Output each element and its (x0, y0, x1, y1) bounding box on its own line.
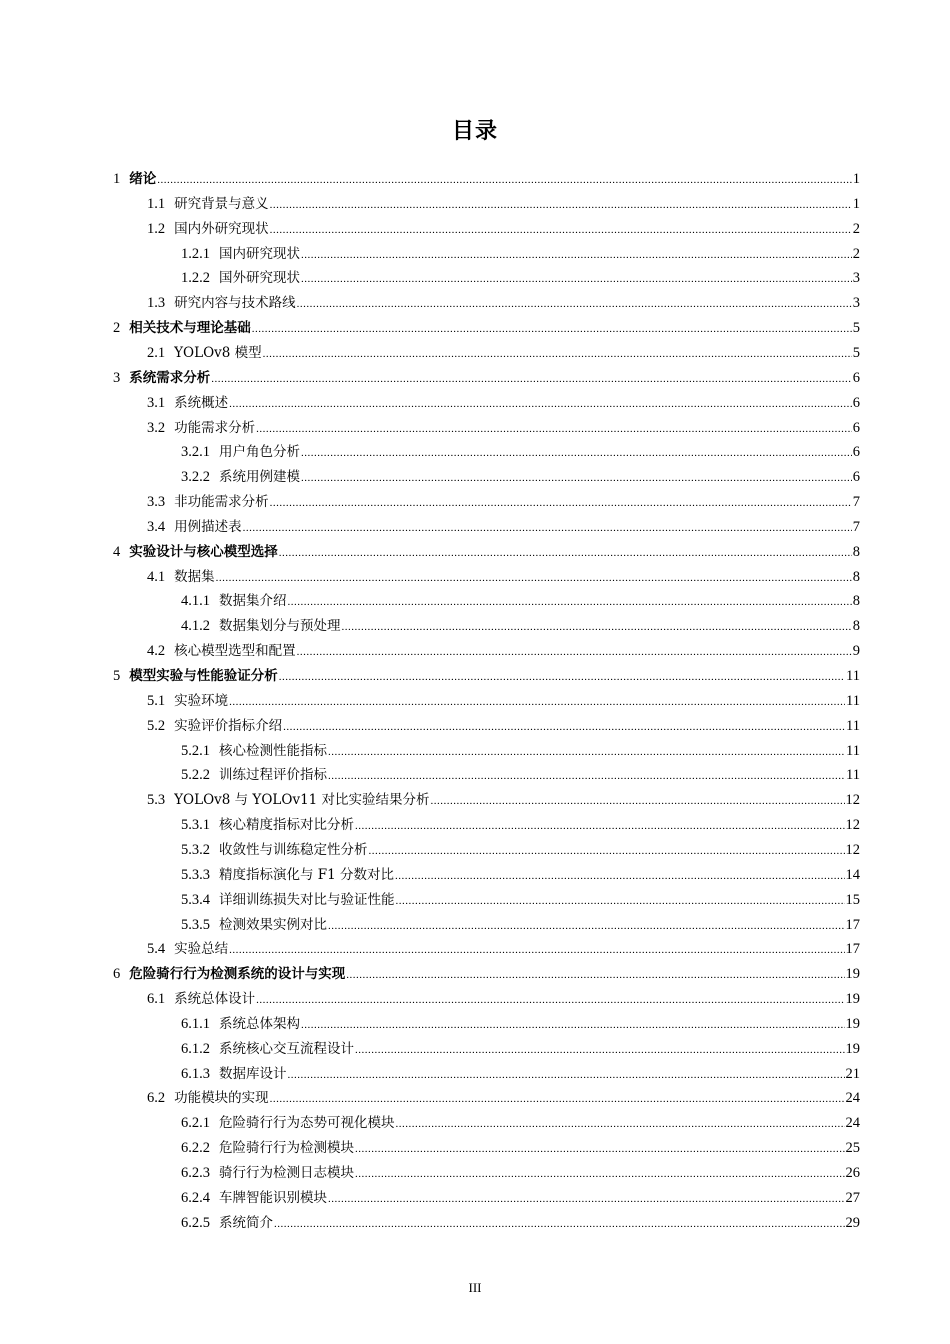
toc-entry[interactable] (181, 763, 860, 787)
toc-entry-page: 6 (852, 469, 860, 486)
toc-dot-leader (328, 914, 845, 938)
toc-entry-page: 17 (845, 916, 860, 933)
toc-entry-title: 数据集介绍 (219, 593, 287, 610)
toc-entry[interactable] (113, 167, 860, 191)
toc-entry[interactable] (147, 937, 860, 961)
toc-dot-leader (328, 1187, 845, 1211)
toc-entry[interactable] (147, 714, 860, 738)
toc-dot-leader (279, 541, 852, 565)
toc-dot-leader (243, 516, 852, 540)
toc-entry[interactable] (147, 565, 860, 589)
toc-dot-leader (355, 1137, 845, 1161)
toc-entry[interactable] (181, 589, 860, 613)
toc-entry-title: 实验评价指标介绍 (174, 717, 283, 734)
toc-entry-number: 6.1.1 (181, 1015, 210, 1032)
toc-entry-title: 车牌智能识别模块 (219, 1189, 327, 1206)
toc-dot-leader (229, 392, 852, 416)
toc-entry-number: 3.2.2 (181, 469, 210, 486)
toc-entry-title: 数据库设计 (219, 1065, 287, 1082)
toc-entry-title: YOLOv8 模型 (174, 344, 262, 361)
toc-entry-title: 危险骑行行为检测模块 (219, 1140, 354, 1157)
toc-entry-number: 5.3.1 (181, 817, 210, 834)
toc-entry-number: 3.2 (147, 419, 166, 436)
toc-entry-title: 国内研究现状 (219, 245, 300, 262)
toc-entry-page: 12 (845, 817, 860, 834)
toc-dot-leader (369, 839, 845, 863)
toc-entry[interactable] (113, 962, 860, 986)
toc-entry[interactable] (181, 888, 860, 912)
toc-entry-number: 5.3.3 (181, 866, 210, 883)
toc-entry-page: 5 (852, 320, 860, 337)
toc-entry-title: 用户角色分析 (219, 444, 300, 461)
toc-entry-page: 8 (852, 568, 860, 585)
toc-dot-leader (396, 889, 845, 913)
toc-entry-page: 6 (852, 394, 860, 411)
toc-entry-title: 核心检测性能指标 (219, 742, 327, 759)
toc-dot-leader (431, 789, 845, 813)
toc-entry-title: 功能需求分析 (174, 419, 256, 436)
toc-entry[interactable] (181, 1136, 860, 1160)
toc-entry-title: 国内外研究现状 (174, 220, 269, 237)
toc-entry-title: 系统需求分析 (129, 369, 211, 386)
toc-entry-title: 检测效果实例对比 (219, 916, 327, 933)
toc-dot-leader (301, 466, 852, 490)
toc-entry-number: 6.2.4 (181, 1189, 210, 1206)
toc-entry[interactable] (181, 1111, 860, 1135)
toc-entry-number: 1.1 (147, 195, 166, 212)
toc-entry-page: 11 (846, 742, 860, 759)
toc-entry-number: 6.2 (147, 1090, 166, 1107)
toc-entry-page: 8 (852, 593, 860, 610)
toc-entry-title: 实验环境 (174, 692, 229, 709)
toc-dot-leader (288, 590, 852, 614)
toc-entry-number: 3.1 (147, 394, 166, 411)
toc-entry-number: 5.3.2 (181, 841, 210, 858)
toc-entry[interactable] (147, 416, 860, 440)
toc-title: 目录 (451, 119, 498, 144)
toc-entry-title: 详细训练损失对比与验证性能 (219, 891, 395, 908)
toc-dot-leader (301, 243, 852, 267)
toc-entry[interactable] (113, 540, 860, 564)
toc-entry-title: 数据集 (174, 568, 215, 585)
toc-entry-number: 1.3 (147, 295, 166, 312)
toc-entry-page: 7 (852, 518, 860, 535)
toc-entry-number: 5.4 (147, 941, 166, 958)
toc-entry-page: 1 (852, 195, 860, 212)
toc-dot-leader (279, 665, 845, 689)
toc-entry-title: 数据集划分与预处理 (219, 618, 341, 635)
toc-entry-title: 核心精度指标对比分析 (219, 817, 354, 834)
toc-dot-leader (229, 938, 844, 962)
toc-entry-page: 17 (845, 941, 860, 958)
toc-entry-title: 模型实验与性能验证分析 (129, 668, 278, 684)
toc-entry-title: 相关技术与理论基础 (129, 320, 251, 337)
toc-dot-leader (157, 168, 852, 192)
toc-entry-title: 系统总体设计 (174, 991, 256, 1008)
toc-dot-leader (256, 417, 852, 441)
toc-entry-number: 5.3.4 (181, 891, 210, 908)
toc-dot-leader (270, 491, 852, 515)
toc-entry-page: 11 (846, 692, 860, 709)
toc-entry-page: 8 (852, 543, 860, 560)
toc-entry-number: 3.2.1 (181, 444, 210, 461)
toc-entry-number: 4.1.2 (181, 618, 210, 635)
toc-entry-number: 5.2 (147, 717, 166, 734)
toc-dot-leader (263, 342, 852, 366)
toc-entry[interactable] (147, 639, 860, 663)
toc-entry-number: 5 (113, 668, 121, 684)
toc-dot-leader (301, 267, 852, 291)
toc-entry-title: 国外研究现状 (219, 270, 300, 287)
toc-dot-leader (229, 690, 845, 714)
toc-entry[interactable] (181, 813, 860, 837)
toc-entry-number: 4.1.1 (181, 593, 210, 610)
toc-entry-title: 精度指标演化与 F1 分数对比 (219, 866, 395, 883)
toc-dot-leader (355, 1038, 845, 1062)
toc-dot-leader (328, 740, 845, 764)
toc-entry[interactable] (181, 1012, 860, 1036)
toc-entry-page: 21 (845, 1065, 860, 1082)
toc-entry-page: 1 (852, 171, 860, 187)
toc-entry-page: 14 (845, 866, 860, 883)
toc-entry[interactable] (147, 515, 860, 539)
toc-entry-title: 用例描述表 (174, 518, 242, 535)
toc-entry[interactable] (147, 788, 860, 812)
toc-entry-number: 1.2.1 (181, 245, 210, 262)
toc-entry-page: 24 (845, 1115, 860, 1132)
toc-entry[interactable] (181, 614, 860, 638)
toc-entry-title: 研究内容与技术路线 (174, 295, 296, 312)
toc-entry-number: 2.1 (147, 344, 166, 361)
toc-entry-title: 系统总体架构 (219, 1015, 300, 1032)
toc-entry-page: 25 (845, 1140, 860, 1157)
toc-dot-leader (288, 1063, 845, 1087)
toc-entry-title: 系统简介 (219, 1214, 273, 1231)
toc-dot-leader (216, 566, 852, 590)
toc-entry-number: 5.2.2 (181, 767, 210, 784)
toc-entry-page: 19 (845, 966, 860, 983)
toc-dot-leader (256, 988, 844, 1012)
toc-entry-page: 3 (852, 295, 860, 312)
toc-entry-number: 3.3 (147, 494, 166, 511)
toc-entry[interactable] (181, 440, 860, 464)
toc-entry-page: 12 (845, 792, 860, 809)
toc-entry-title: 骑行行为检测日志模块 (219, 1165, 354, 1181)
toc-dot-leader (395, 864, 844, 888)
toc-entry[interactable] (147, 341, 860, 365)
toc-dot-leader (297, 292, 852, 316)
toc-entry-number: 6.2.2 (181, 1140, 210, 1157)
toc-dot-leader (274, 1212, 845, 1236)
toc-entry-number: 5.2.1 (181, 742, 210, 759)
toc-entry-page: 3 (852, 270, 860, 287)
toc-dot-leader (301, 441, 852, 465)
toc-entry-page: 2 (852, 220, 860, 237)
toc-entry-page: 19 (845, 1040, 860, 1057)
toc-dot-leader (301, 1013, 845, 1037)
toc-entry-page: 12 (845, 841, 860, 858)
toc-dot-leader (270, 193, 852, 217)
toc-entry[interactable] (181, 739, 860, 763)
toc-entry-page: 15 (845, 891, 860, 908)
toc-entry[interactable] (113, 664, 860, 688)
toc-entry-title: 核心模型选型和配置 (174, 643, 296, 660)
toc-entry[interactable] (147, 689, 860, 713)
toc-entry-title: YOLOv8 与 YOLOv11 对比实验结果分析 (174, 792, 430, 809)
toc-entry[interactable] (147, 490, 860, 514)
toc-entry-title: 绪论 (129, 171, 157, 187)
toc-entry-title: 实验设计与核心模型选择 (129, 543, 278, 560)
toc-entry-number: 6.2.1 (181, 1115, 210, 1132)
toc-entry-number: 4.2 (147, 643, 166, 660)
toc-dot-leader (342, 615, 852, 639)
toc-dot-leader (252, 317, 852, 341)
toc-entry[interactable] (113, 366, 860, 390)
toc-entry-page: 26 (845, 1165, 860, 1181)
toc-entry-number: 5.1 (147, 692, 166, 709)
toc-entry-title: 实验总结 (174, 941, 229, 958)
toc-entry-page: 27 (845, 1189, 860, 1206)
toc-entry[interactable] (181, 1161, 860, 1185)
toc-entry-title: 收敛性与训练稳定性分析 (219, 841, 368, 858)
toc-dot-leader (355, 1162, 845, 1186)
toc-entry-title: 非功能需求分析 (174, 494, 269, 511)
toc-entry-title: 危险骑行行为态势可视化模块 (219, 1115, 395, 1132)
toc-entry-number: 6.2.5 (181, 1214, 210, 1231)
toc-entry[interactable] (181, 1211, 860, 1235)
toc-dot-leader (297, 640, 852, 664)
toc-dot-leader (270, 1087, 845, 1111)
toc-entry-number: 3 (113, 369, 121, 386)
toc-entry[interactable] (181, 838, 860, 862)
toc-entry-number: 2 (113, 320, 121, 337)
toc-entry-title: 训练过程评价指标 (219, 767, 327, 784)
toc-entry-page: 19 (845, 1015, 860, 1032)
toc-entry-title: 系统概述 (174, 394, 229, 411)
toc-entry-number: 6 (113, 966, 121, 983)
toc-entry[interactable] (147, 217, 860, 241)
toc-dot-leader (283, 715, 845, 739)
toc-entry-page: 24 (845, 1090, 860, 1107)
toc-entry[interactable] (147, 291, 860, 315)
toc-entry[interactable] (181, 863, 860, 887)
toc-dot-leader (328, 764, 845, 788)
toc-entry[interactable] (147, 987, 860, 1011)
toc-entry[interactable] (181, 242, 860, 266)
toc-entry-page: 11 (846, 668, 860, 684)
toc-entry-number: 5.3 (147, 792, 166, 809)
toc-entry[interactable] (181, 1186, 860, 1210)
toc-entry-page: 6 (852, 419, 860, 436)
toc-entry-page: 2 (852, 245, 860, 262)
toc-entry[interactable] (181, 465, 860, 489)
toc-entry-page: 29 (845, 1214, 860, 1231)
toc-entry-page: 6 (852, 444, 860, 461)
toc-dot-leader (211, 367, 852, 391)
toc-entry-number: 1 (113, 171, 121, 187)
toc-entry-number: 1.2 (147, 220, 166, 237)
toc-entry-page: 9 (852, 643, 860, 660)
page-number-footer: III (468, 1280, 482, 1295)
toc-entry-title: 系统核心交互流程设计 (219, 1040, 354, 1057)
toc-entry[interactable] (147, 1086, 860, 1110)
toc-entry-number: 5.3.5 (181, 916, 210, 933)
toc-entry-title: 系统用例建模 (219, 469, 300, 486)
toc-entry-number: 1.2.2 (181, 270, 210, 287)
toc-entry-title: 危险骑行行为检测系统的设计与实现 (129, 966, 346, 983)
toc-entry[interactable] (147, 192, 860, 216)
toc-dot-leader (396, 1112, 845, 1136)
toc-entry-page: 6 (852, 369, 860, 386)
toc-entry-number: 6.2.3 (181, 1165, 210, 1181)
toc-entry-page: 19 (845, 991, 860, 1008)
toc-entry[interactable] (181, 1062, 860, 1086)
toc-entry-page: 7 (852, 494, 860, 511)
toc-entry-title: 功能模块的实现 (174, 1090, 269, 1107)
toc-entry[interactable] (181, 913, 860, 937)
toc-entry[interactable] (147, 391, 860, 415)
toc-entry-number: 4 (113, 543, 121, 560)
toc-entry-number: 6.1.3 (181, 1065, 210, 1082)
toc-dot-leader (346, 963, 844, 987)
toc-entry-title: 研究背景与意义 (174, 195, 269, 212)
toc-entry-number: 4.1 (147, 568, 166, 585)
toc-entry[interactable] (113, 316, 860, 340)
toc-entry[interactable] (181, 1037, 860, 1061)
toc-entry-page: 11 (846, 717, 860, 734)
toc-entry-number: 6.1.2 (181, 1040, 210, 1057)
toc-entry[interactable] (181, 266, 860, 290)
toc-entry-number: 6.1 (147, 991, 166, 1008)
toc-dot-leader (355, 814, 845, 838)
toc-entry-page: 8 (852, 618, 860, 635)
toc-entry-number: 3.4 (147, 518, 166, 535)
toc-entry-page: 11 (846, 767, 860, 784)
toc-entry-page: 5 (852, 344, 860, 361)
toc-dot-leader (270, 218, 852, 242)
